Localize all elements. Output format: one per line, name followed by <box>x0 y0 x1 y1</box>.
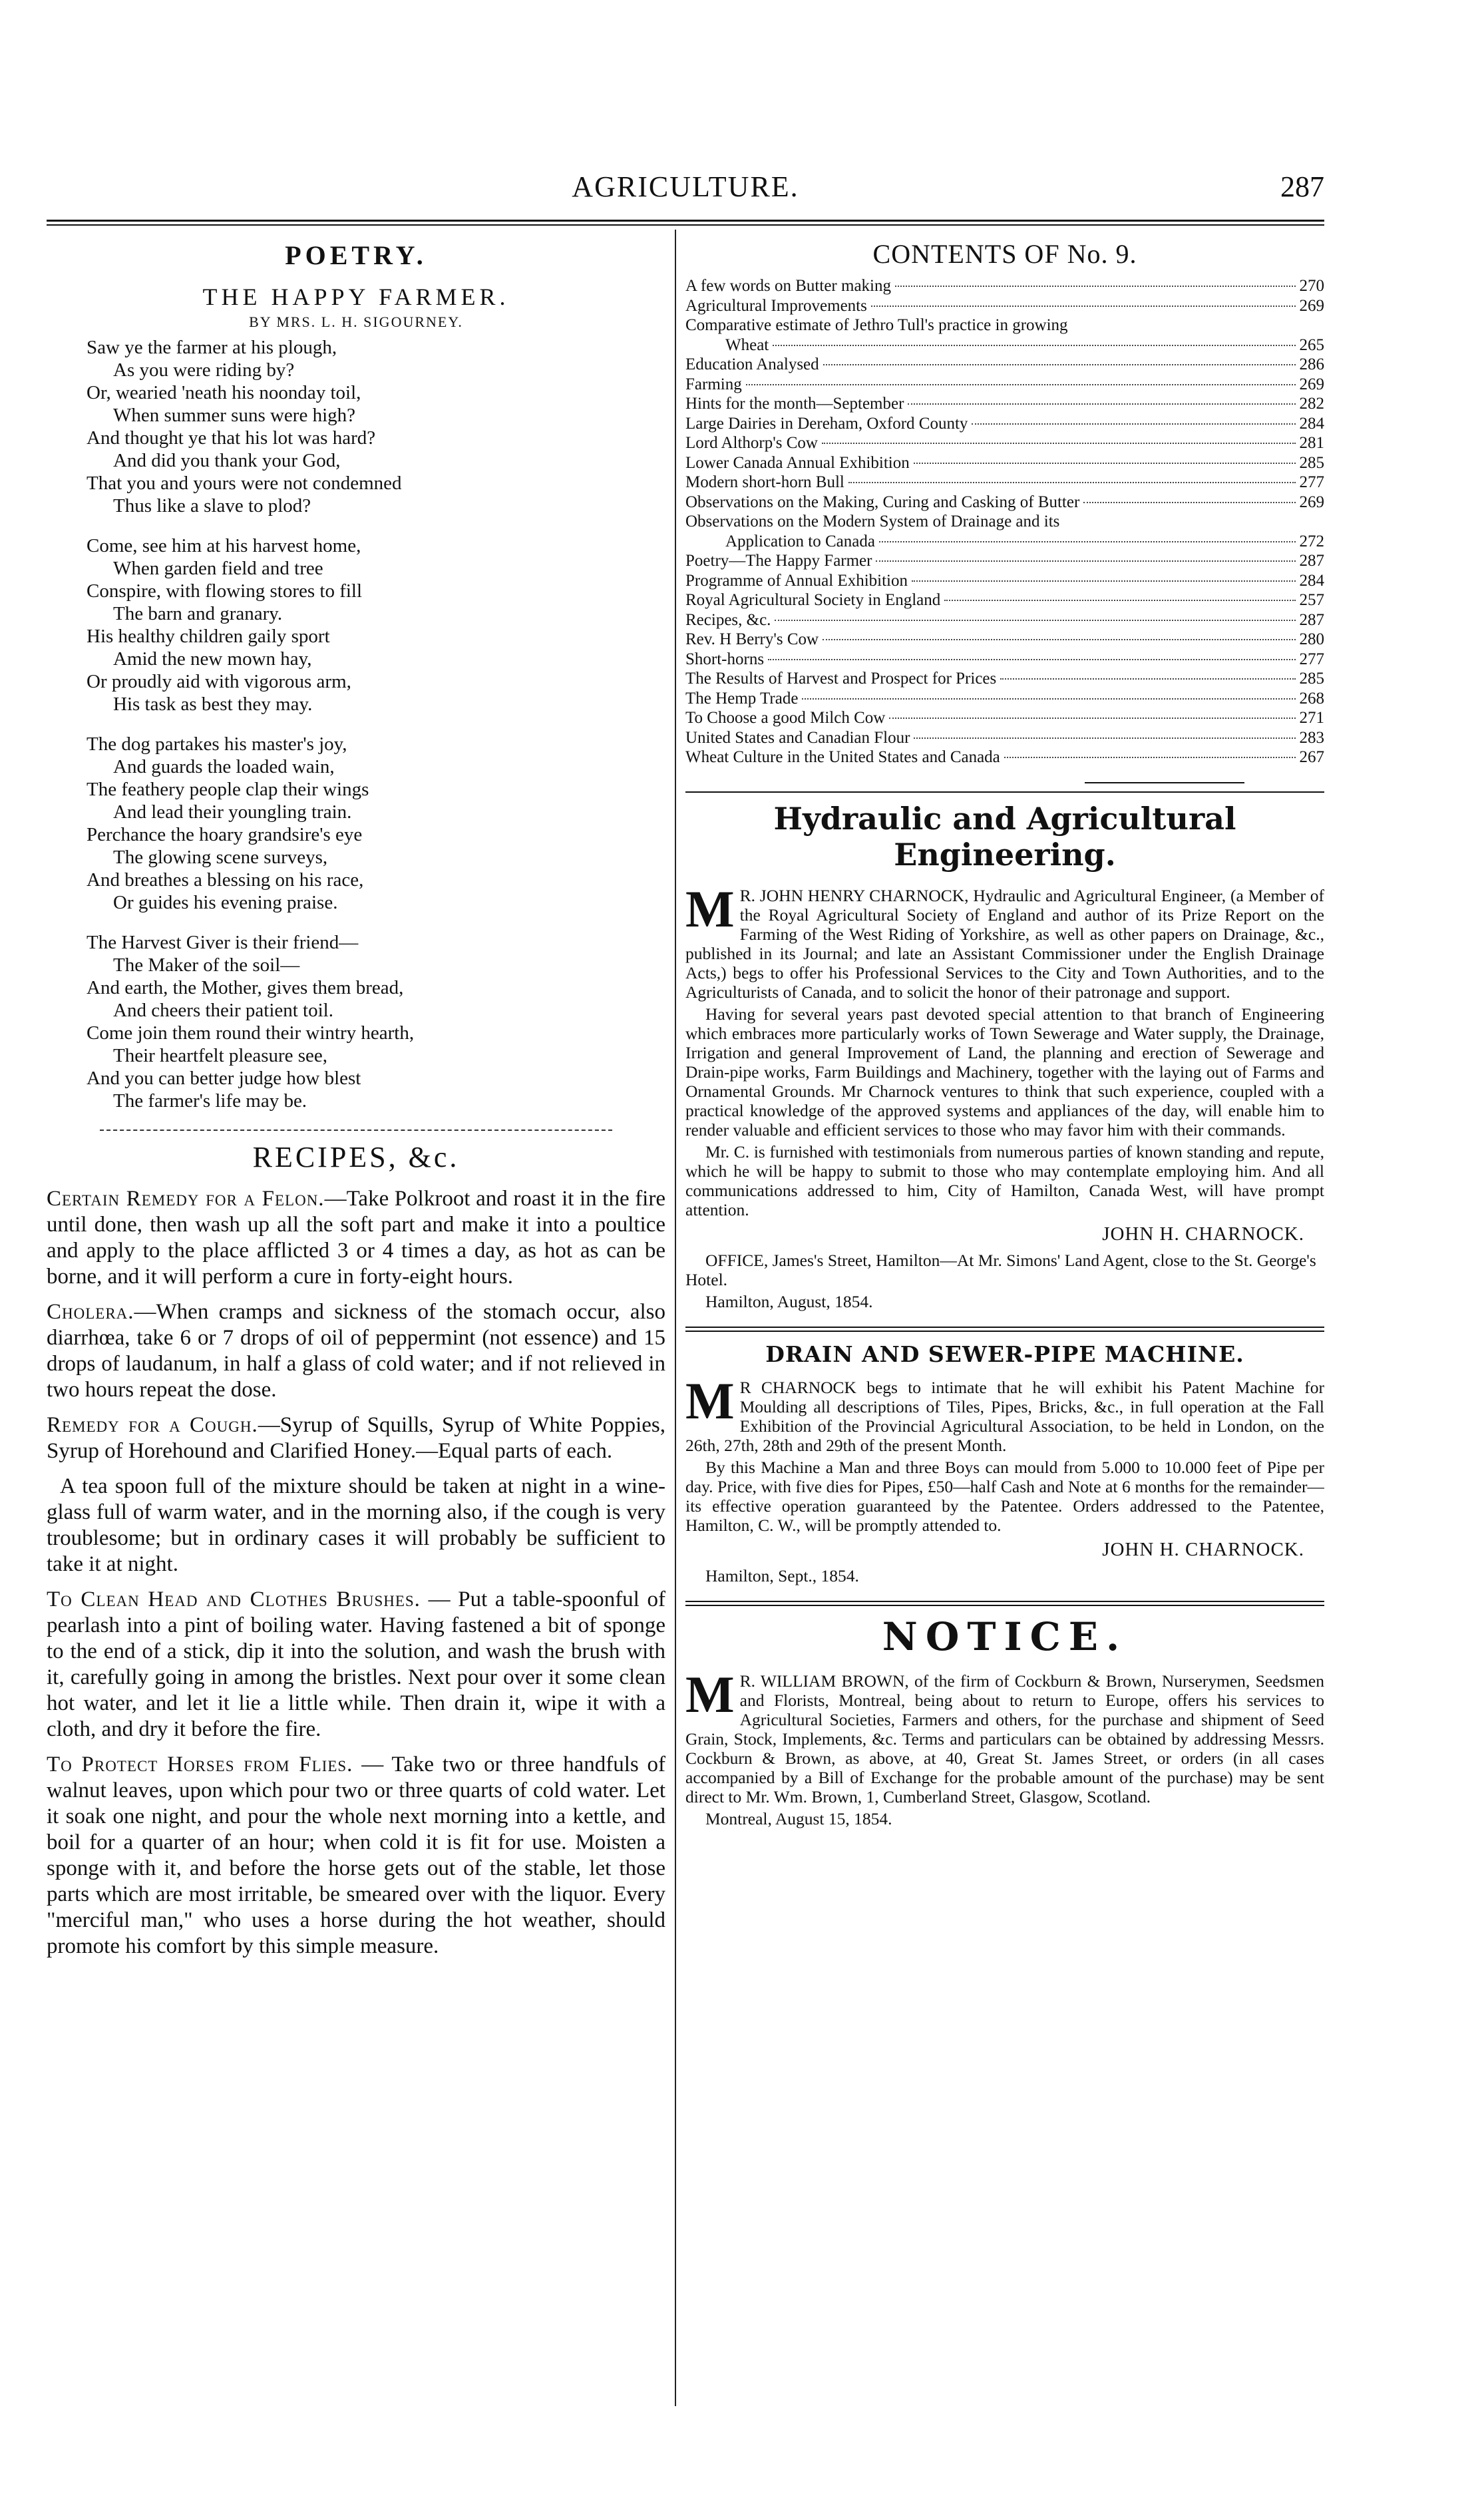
hydraulic-paragraph-3: Mr. C. is furnished with testimonials from numerous parties of known standing and repute, which he will be happy to submit to those who may contemplate employing him. And all communications addressed to him, City of Hamilton, Canada West, will have prompt attention. <box>685 1142 1324 1219</box>
right-column <box>685 233 1324 2396</box>
leader-dots <box>823 364 1296 365</box>
contents-list <box>685 276 1324 767</box>
contents-entry <box>685 630 1324 650</box>
contents-entry <box>685 473 1324 493</box>
contents-entry-page: 269 <box>1299 493 1324 511</box>
contents-entry <box>685 375 1324 395</box>
poem-line: Come join them round their wintry hearth, <box>87 1022 415 1044</box>
contents-entry-page: 277 <box>1299 473 1324 491</box>
hydraulic-paragraph-2: Having for several years past devoted special attention to that branch of Engineering which embraces more particularly works of Town Sewerage and Water supply, the Drainage, Irrigation and general Improvement of Land, the planning and erection of Sewerage and Drain-pipe works, Farm Buildings and Machinery, together with the laying out of Farms and Ornamental Grounds. Mr Charnock ventures to think that such experience, coupled with a practical knowledge of the approved systems and appliances of the day, will enable him to render valuable and efficient services to those who may favor him with their commands. <box>685 1004 1324 1140</box>
contents-entry <box>685 747 1324 767</box>
contents-entry-title: Farming <box>685 375 742 393</box>
contents-entry <box>685 532 1324 552</box>
hydraulic-office: OFFICE, James's Street, Hamilton—At Mr. Simons' Land Agent, close to the St. George's Hotel. <box>685 1250 1316 1289</box>
contents-entry-title: Short-horns <box>685 650 765 668</box>
contents-entry-title: United States and Canadian Flour <box>685 728 910 747</box>
leader-dots <box>802 698 1295 700</box>
leader-dots <box>746 384 1296 385</box>
recipe-text: —When cramps and sickness of the stomach occur, also diarrhœa, take 6 or 7 drops of oil of peppermint (not essence) and 15 drops of laudanum, in half a glass of cold water; and if not relieved in two hours repeat the dose. <box>47 1300 665 1402</box>
poem-stanza <box>87 733 665 914</box>
poem-line: His task as best they may. <box>113 694 313 715</box>
recipe-text: — Put a table-spoonful of pearlash into a pint of boiling water. Having fastened a bit of sponge to the end of a stick, dip it into the solution, and wash the brush with it, carefully going in among the bristles. Next pour over it some clean hot water, and let it lie a little while. Then drain it, wipe it with a cloth, and dry it before the fire. <box>47 1587 665 1741</box>
recipe-title: Remedy for a Cough. <box>47 1413 258 1437</box>
running-head <box>47 170 1324 216</box>
leader-dots <box>912 580 1296 582</box>
recipe-item <box>47 1587 665 1743</box>
contents-entry <box>685 571 1324 591</box>
leader-dots <box>914 737 1295 739</box>
hydraulic-heading: Hydraulic and Agricultural Engineering. <box>773 800 1236 873</box>
contents-entry-title: Lower Canada Annual Exhibition <box>685 453 910 472</box>
leader-dots <box>895 286 1296 287</box>
contents-entry <box>685 493 1324 513</box>
contents-entry-title: To Choose a good Milch Cow <box>685 709 886 727</box>
notice-heading: NOTICE. <box>882 1613 1128 1659</box>
leader-dots <box>773 345 1295 346</box>
poem-title: THE HAPPY FARMER. <box>202 284 510 310</box>
leader-dots <box>889 718 1295 719</box>
poetry-heading: POETRY. <box>285 240 427 270</box>
leader-dots <box>768 659 1295 660</box>
contents-entry-title: Application to Canada <box>725 532 875 550</box>
poem-line: And lead their youngling train. <box>113 801 352 823</box>
leader-dots <box>848 482 1296 483</box>
contents-entry-page: 270 <box>1299 277 1324 295</box>
contents-entry-page: 271 <box>1299 709 1324 727</box>
leader-dots <box>879 541 1296 542</box>
column-divider <box>675 230 676 2406</box>
leader-dots <box>876 560 1295 562</box>
contents-entry-title: Lord Althorp's Cow <box>685 434 818 452</box>
contents-entry <box>685 276 1324 296</box>
poem-line: Amid the new mown hay, <box>113 648 312 670</box>
section-divider <box>100 1130 612 1131</box>
contents-entry-page: 280 <box>1299 630 1324 648</box>
contents-entry <box>685 296 1324 316</box>
contents-entry <box>685 414 1324 434</box>
contents-entry-page: 267 <box>1299 748 1324 766</box>
contents-entry <box>685 669 1324 689</box>
contents-entry <box>685 708 1324 728</box>
poem-line: The farmer's life may be. <box>113 1090 307 1112</box>
poem-line: Come, see him at his harvest home, <box>87 535 361 556</box>
poem-line: And guards the loaded wain, <box>113 756 335 777</box>
rule <box>685 1605 1324 1606</box>
poem-stanza <box>87 931 665 1112</box>
poem-line: And thought ye that his lot was hard? <box>87 427 376 449</box>
poem-line: Their heartfelt pleasure see, <box>113 1045 328 1066</box>
drain-signature: JOHN H. CHARNOCK. <box>1102 1538 1304 1560</box>
poem-byline: BY MRS. L. H. SIGOURNEY. <box>249 313 463 330</box>
drop-cap: M <box>685 879 735 938</box>
contents-entry-title: Royal Agricultural Society in England <box>685 591 941 609</box>
poem-stanza <box>87 336 665 517</box>
leader-dots <box>914 463 1296 464</box>
rule <box>685 791 1324 793</box>
rule <box>685 1327 1324 1328</box>
contents-entry-title: A few words on Butter making <box>685 277 891 295</box>
contents-entry-title: Modern short-horn Bull <box>685 473 844 491</box>
recipes-list <box>47 1186 665 1960</box>
contents-entry-page: 269 <box>1299 375 1324 393</box>
contents-entry-title: Programme of Annual Exhibition <box>685 571 908 590</box>
leader-dots <box>823 639 1295 640</box>
drop-cap: M <box>685 1371 735 1430</box>
poem-line: The Harvest Giver is their friend— <box>87 932 359 953</box>
poem-line: The barn and granary. <box>113 603 283 624</box>
poem-body <box>87 336 665 1112</box>
poem-line: Conspire, with flowing stores to fill <box>87 580 363 602</box>
poem-line: That you and yours were not condemned <box>87 473 402 494</box>
contents-entry-title: Education Analysed <box>685 355 819 373</box>
rule <box>685 1331 1324 1332</box>
contents-entry-page: 281 <box>1299 434 1324 452</box>
contents-entry-title: Observations on the Making, Curing and Casking of Butter <box>685 493 1080 511</box>
recipe-text: A tea spoon full of the mixture should be taken at night in a wine-glass full of warm water, and in the morning also, if the cough is very troublesome; but in ordinary cases it will probably be sufficient to take it at night. <box>47 1474 665 1576</box>
contents-entry-page: 287 <box>1299 552 1324 570</box>
poem-line: The glowing scene surveys, <box>113 847 328 868</box>
drop-cap: M <box>685 1665 735 1723</box>
poem-line: The Maker of the soil— <box>113 954 300 976</box>
poem-line: And did you thank your God, <box>113 450 341 471</box>
recipe-title: To Clean Head and Clothes Brushes. <box>47 1587 421 1611</box>
drain-heading: DRAIN AND SEWER-PIPE MACHINE. <box>765 1341 1244 1367</box>
header-rule-bottom <box>47 224 1324 226</box>
contents-heading: CONTENTS OF No. 9. <box>872 239 1137 269</box>
poem-line: His healthy children gaily sport <box>87 626 330 647</box>
leader-dots <box>775 620 1295 621</box>
notice-date: Montreal, August 15, 1854. <box>705 1808 892 1828</box>
contents-entry <box>685 728 1324 748</box>
poem-line: When garden field and tree <box>113 558 323 579</box>
rule <box>685 1601 1324 1602</box>
contents-entry-page: 285 <box>1299 670 1324 688</box>
poem-stanza <box>87 534 665 716</box>
contents-entry-title: Wheat <box>725 335 769 354</box>
rule <box>1085 782 1244 783</box>
recipe-title: Cholera. <box>47 1300 134 1324</box>
contents-entry <box>685 512 1324 532</box>
poem-line: The feathery people clap their wings <box>87 779 369 800</box>
contents-entry-title: Wheat Culture in the United States and Canada <box>685 748 1000 766</box>
hydraulic-date: Hamilton, August, 1854. <box>705 1291 873 1311</box>
leader-dots <box>1000 678 1295 680</box>
contents-entry <box>685 433 1324 453</box>
recipe-item <box>47 1752 665 1960</box>
contents-entry <box>685 590 1324 610</box>
recipes-heading: RECIPES, &c. <box>252 1141 460 1173</box>
poem-line: Or guides his evening praise. <box>113 892 338 913</box>
leader-dots <box>1083 502 1295 503</box>
recipe-text: —Take Polkroot and roast it in the fire until done, then wash up all the soft part and make it into a poultice and apply to the place afflicted 3 or 4 times a day, as hot as can be borne, and it will perform a cure in forty-eight hours. <box>47 1187 665 1289</box>
contents-entry-title: Rev. H Berry's Cow <box>685 630 819 648</box>
contents-entry-title: Agricultural Improvements <box>685 296 867 315</box>
contents-entry <box>685 335 1324 355</box>
contents-entry <box>685 453 1324 473</box>
contents-entry-page: 285 <box>1299 453 1324 472</box>
contents-entry-page: 277 <box>1299 650 1324 668</box>
recipe-item <box>47 1412 665 1464</box>
poem-line: When summer suns were high? <box>113 405 356 426</box>
recipe-item <box>47 1474 665 1577</box>
leader-dots <box>871 306 1296 307</box>
drain-date: Hamilton, Sept., 1854. <box>705 1565 859 1585</box>
contents-entry-page: 268 <box>1299 689 1324 708</box>
recipe-item <box>47 1299 665 1403</box>
poem-line: As you were riding by? <box>113 359 295 381</box>
recipe-title: To Protect Horses from Flies. <box>47 1753 353 1776</box>
poem-line: And you can better judge how blest <box>87 1068 361 1089</box>
contents-entry <box>685 551 1324 571</box>
contents-entry-title: Poetry—The Happy Farmer <box>685 552 872 570</box>
contents-entry-page: 282 <box>1299 395 1324 413</box>
contents-entry-title: The Results of Harvest and Prospect for Prices <box>685 670 997 688</box>
leader-dots <box>908 403 1295 405</box>
recipe-text: —Syrup of Squills, Syrup of White Poppies, Syrup of Horehound and Clarified Honey.—Equal parts of each. <box>47 1413 665 1463</box>
recipe-title: Certain Remedy for a Felon. <box>47 1187 325 1211</box>
contents-entry <box>685 689 1324 709</box>
contents-entry-page: 272 <box>1299 532 1324 550</box>
contents-entry-page: 269 <box>1299 296 1324 315</box>
contents-entry-title: Hints for the month—September <box>685 395 904 413</box>
contents-entry-title: Comparative estimate of Jethro Tull's practice in growing <box>685 316 1068 334</box>
recipe-text: — Take two or three handfuls of walnut leaves, upon which pour two or three quarts of cold water. Let it soak one night, and pour the whole next morning into a kettle, and boil for a quarter of an hour; when cold it is fit for use. Moisten a sponge with it, and before the horse gets out of the stable, let those parts which are most irritable, be smeared over with the liquor. Every "merciful man," who uses a horse during the hot weather, should promote his comfort by this simple measure. <box>47 1753 665 1958</box>
hydraulic-paragraph-1: M R. JOHN HENRY CHARNOCK, Hydraulic and Agricultural Engineer, (a Member of the Royal Agricultural Society of England and author of its Prize Report on the Farming of the West Riding of Yorkshire, as well as other papers on Drainage, &c., published in its Journal; and late an Assistant Commissioner under the English Drainage Acts,) begs to offer his Professional Services to the City and Town Authorities, and to the Agriculturists of Canada, and to solicit the honor of their patronage and support. <box>685 879 1324 1002</box>
leader-dots <box>972 423 1295 425</box>
poem-line: And earth, the Mother, gives them bread, <box>87 977 404 998</box>
poem-line: The dog partakes his master's joy, <box>87 733 347 755</box>
leader-dots <box>944 600 1295 601</box>
drain-paragraph-2: By this Machine a Man and three Boys can mould from 5.000 to 10.000 feet of Pipe per day. Price, with five dies for Pipes, £50—half Cash and Note at 6 months for the remainder—its effective operation guaranteed by the Patentee. Orders addressed to the Patentee, Hamilton, C. W., will be promptly attended to. <box>685 1457 1324 1535</box>
poem-line: And breathes a blessing on his race, <box>87 869 364 891</box>
contents-entry-title: Large Dairies in Dereham, Oxford County <box>685 414 968 433</box>
recipe-item <box>47 1186 665 1290</box>
contents-entry-title: Recipes, &c. <box>685 610 771 629</box>
contents-entry <box>685 355 1324 375</box>
leader-dots <box>1004 757 1296 758</box>
leader-dots <box>822 443 1296 444</box>
contents-entry-page: 287 <box>1299 610 1324 629</box>
poem-line: Saw ye the farmer at his plough, <box>87 337 337 358</box>
header-rule-top <box>47 220 1324 222</box>
contents-entry-page: 265 <box>1299 335 1324 354</box>
poem-line: Or, wearied 'neath his noonday toil, <box>87 382 361 403</box>
contents-entry-title: The Hemp Trade <box>685 689 799 708</box>
poem-line: Or proudly aid with vigorous arm, <box>87 671 351 692</box>
contents-entry-page: 284 <box>1299 414 1324 433</box>
drain-paragraph-1: M R CHARNOCK begs to intimate that he will exhibit his Patent Machine for Moulding all descriptions of Tiles, Pipes, Bricks, &c., in full operation at the Fall Exhibition of the Provincial Agricultural Association, to be held in London, on the 26th, 27th, 28th and 29th of the present Month. <box>685 1371 1324 1455</box>
hydraulic-signature: JOHN H. CHARNOCK. <box>1102 1223 1304 1245</box>
contents-entry-page: 283 <box>1299 728 1324 747</box>
contents-entry <box>685 315 1324 335</box>
contents-entry-page: 257 <box>1299 591 1324 609</box>
contents-entry-page: 284 <box>1299 571 1324 590</box>
contents-entry <box>685 610 1324 630</box>
running-title: AGRICULTURE. <box>572 170 799 203</box>
poem-line: Thus like a slave to plod? <box>113 495 311 517</box>
left-column <box>47 233 665 2396</box>
contents-entry-title: Observations on the Modern System of Drainage and its <box>685 513 1060 530</box>
poem-line: And cheers their patient toil. <box>113 1000 333 1021</box>
contents-entry <box>685 650 1324 670</box>
poem-line: Perchance the hoary grandsire's eye <box>87 824 363 845</box>
contents-entry <box>685 394 1324 414</box>
page-number: 287 <box>1280 170 1324 203</box>
notice-paragraph: M R. WILLIAM BROWN, of the firm of Cockburn & Brown, Nurserymen, Seedsmen and Florists, Montreal, being about to return to Europe, offers his services to Agricultural Societies, Farmers and others, for the purchase and shipment of Seed Grain, Stock, Implements, &c. Terms and particulars can be obtained by addressing Messrs. Cockburn & Brown, as above, at 40, Great St. James Street, or orders (in all cases accompanied by a Bill of Exchange for the probable amount of the purchase) may be sent direct to Mr. Wm. Brown, 1, Cumberland Street, Glasgow, Scotland. <box>685 1665 1324 1806</box>
contents-entry-page: 286 <box>1299 355 1324 373</box>
